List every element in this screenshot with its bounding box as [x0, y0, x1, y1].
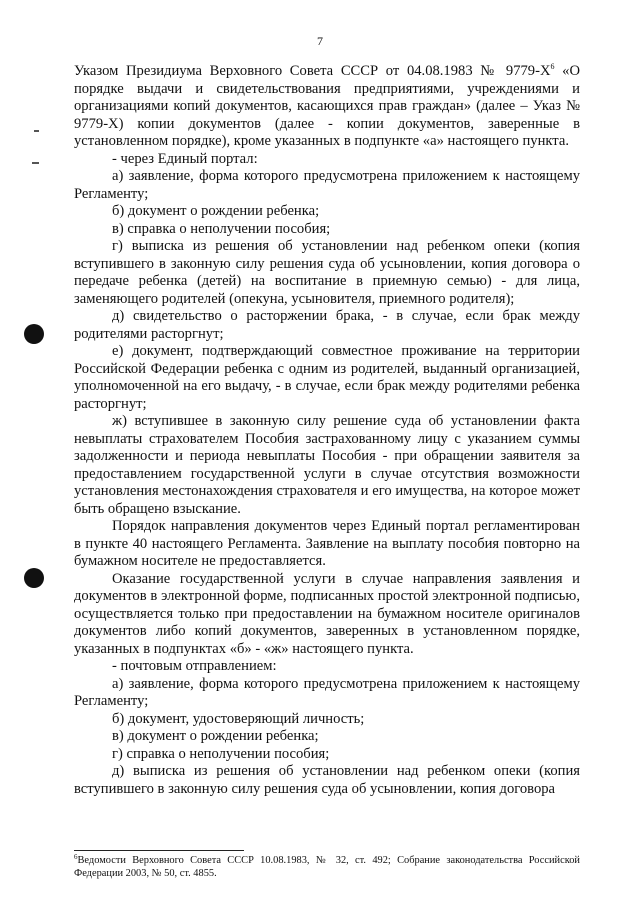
paragraph: Указом Президиума Верховного Совета СССР от 04.08.1983 № $9779-Х^6$ «О порядке выдачи и свидетельствования предприятиями, учреждениями и организациями копий документов, касающихся прав граждан» (далее – Указ № 9779-Х) копии документов (далее - копии документов, заверенные в установленном порядке), кроме указанных в подпункте «а» настоящего пункта. — [74, 62, 580, 149]
list-item: а) заявление, форма которого предусмотрена приложением к настоящему Регламенту; — [74, 675, 580, 709]
page-number: 7 — [317, 34, 323, 48]
list-item: ж) вступившее в законную силу решение суда об установлении факта невыплаты страхователем Пособия застрахованному лицу с указанием суммы задолженности и периода невыплаты Пособия - при обращении заявителя за предоставлением государственной услуги в случае отсутствия возможности установления местонахождения страхователя и его имущества, на которое может быть обращено взыскание. — [74, 413, 580, 517]
footnote-mark: 6 — [74, 853, 78, 861]
footnote-ref: 6 — [550, 62, 555, 71]
list-item: б) документ о рождении ребенка; — [112, 203, 320, 219]
list-item: д) выписка из решения об установлении над ребенком опеки (копия вступившего в законную силу решения суда об усыновлении, копия договора — [74, 763, 580, 797]
list-item: д) свидетельство о расторжении брака, - в случае, если брак между родителями расторгнут; — [74, 308, 580, 342]
list-item: в) документ о рождении ребенка; — [112, 728, 319, 744]
punch-hole — [24, 324, 44, 344]
paragraph: Порядок направления документов через Единый портал регламентирован в пункте 40 настоящего Регламента. Заявление на выплату пособия повторно на бумажном носителе не предоставляется. — [74, 518, 580, 569]
list-item: г) справка о неполучении пособия; — [112, 745, 330, 762]
footnote-divider — [74, 850, 244, 851]
footnote — [74, 854, 580, 880]
paragraph: - через Единый портал: — [112, 150, 258, 167]
document-body — [74, 63, 580, 798]
list-item: е) документ, подтверждающий совместное проживание на территории Российской Федерации ребенка с одним из родителей, выданный организацией, уполномоченной на его выдачу, - в случае, если брак между родителями ребенка расторгнут; — [74, 343, 580, 412]
margin-mark — [32, 162, 39, 164]
list-item: а) заявление, форма которого предусмотрена приложением к настоящему Регламенту; — [74, 168, 580, 202]
paragraph: Оказание государственной услуги в случае направления заявления и документов в электронной форме, подписанных простой электронной подписью, осуществляется только при предоставлении на бумажном носителе оригиналов документов либо копий документов, заверенных в установленном порядке, указанных в подпунктах «б» - «ж» настоящего пункта. — [74, 570, 580, 657]
paragraph: - почтовым отправлением: — [112, 658, 277, 674]
list-item: б) документ, удостоверяющий личность; — [112, 710, 365, 727]
margin-mark — [34, 130, 39, 132]
list-item: г) выписка из решения об установлении над ребенком опеки (копия вступившего в законную силу решения суда об усыновлении, копия договора о передаче ребенка (детей) на воспитание в приемную семью) - для лица, заменяющего родителей (опекуна, усыновителя, приемного родителя); — [74, 238, 580, 307]
punch-hole — [24, 568, 44, 588]
list-item: в) справка о неполучении пособия; — [112, 220, 331, 237]
footnote-text: Ведомости Верховного Совета СССР 10.08.1983, № 32, ст. 492; Собрание законодательства Российской Федерации 2003, № 50, ст. 4855. — [74, 855, 580, 879]
